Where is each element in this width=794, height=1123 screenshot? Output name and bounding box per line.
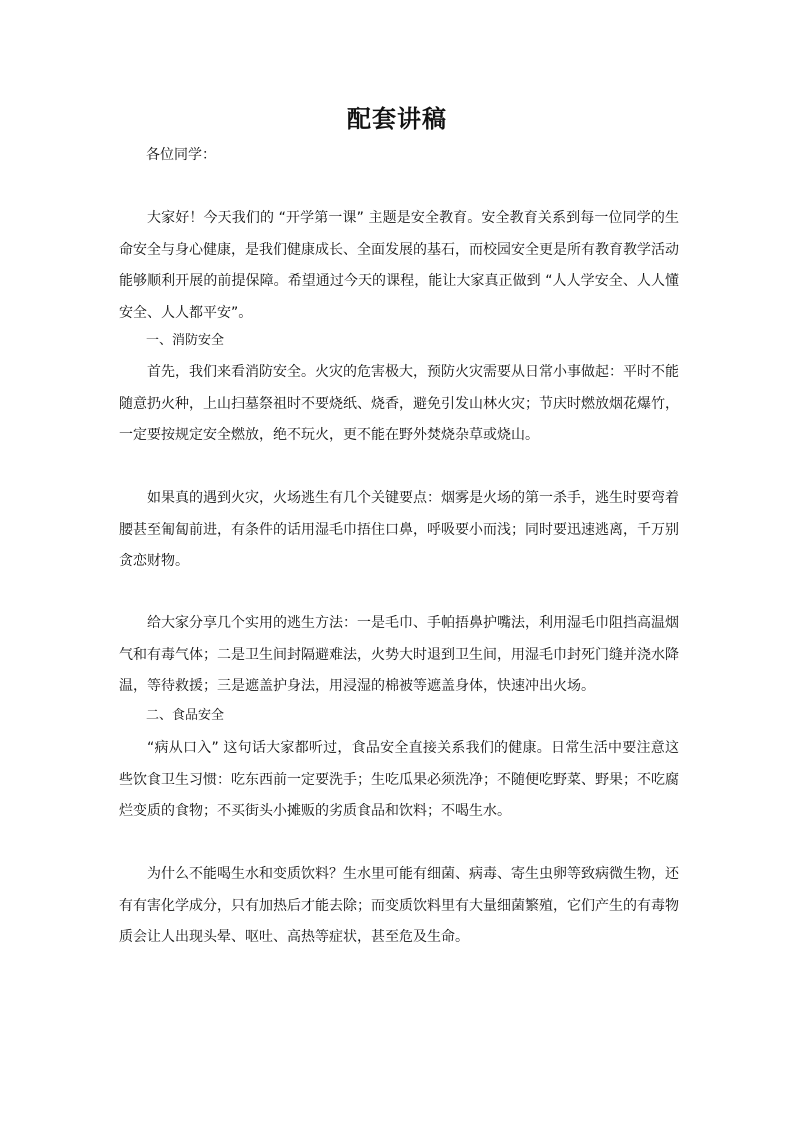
fire-paragraph-prevention: 首先，我们来看消防安全。火灾的危害极大，预防火灾需要从日常小事做起：平时不能随意扔火种，上山扫墓祭祖时不要烧纸、烧香，避免引发山林火灾；节庆时燃放烟花爆竹，一定要按规定安全燃放，绝不玩火，更不能在野外焚烧杂草或烧山。 [119,364,679,444]
section-heading-food: 二、食品安全 [146,708,225,723]
fire-paragraph-escape-points: 如果真的遇到火灾，火场逃生有几个关键要点：烟雾是火场的第一杀手，逃生时要弯着腰甚至匍匐前进，有条件的话用湿毛巾捂住口鼻，呼吸要小而浅；同时要迅速逃离，千万别贪恋财物。 [119,490,679,570]
food-paragraph-raw-water: 为什么不能喝生水和变质饮料？生水里可能有细菌、病毒、寄生虫卵等致病微生物，还有有害化学成分，只有加热后才能去除；而变质饮料里有大量细菌繁殖，它们产生的有毒物质会让人出现头晕、呕吐、高热等症状，甚至危及生命。 [119,866,679,946]
intro-paragraph: 大家好！今天我们的 “开学第一课” 主题是安全教育。安全教育关系到每一位同学的生命安全与身心健康，是我们健康成长、全面发展的基石，而校园安全更是所有教育教学活动能够顺利开展的前提保障。希望通过今天的课程，能让大家真正做到 “人人学安全、人人懂安全、人人都平安”。 [119,210,679,321]
section-heading-fire: 一、消防安全 [146,333,225,348]
salutation: 各位同学： [146,147,216,163]
page-title: 配套讲稿 [347,105,447,133]
food-paragraph-habits: “病从口入” 这句话大家都听过，食品安全直接关系我们的健康。日常生活中要注意这些饮食卫生习惯：吃东西前一定要洗手；生吃瓜果必须洗净；不随便吃野菜、野果；不吃腐烂变质的食物；不买街头小摊贩的劣质食品和饮料；不喝生水。 [119,740,679,820]
fire-paragraph-escape-methods: 给大家分享几个实用的逃生方法：一是毛巾、手帕捂鼻护嘴法，利用湿毛巾阻挡高温烟气和有毒气体；二是卫生间封隔避难法，火势大时退到卫生间，用湿毛巾封死门缝并浇水降温，等待救援；三是遮盖护身法，用浸湿的棉被等遮盖身体，快速冲出火场。 [119,615,679,695]
